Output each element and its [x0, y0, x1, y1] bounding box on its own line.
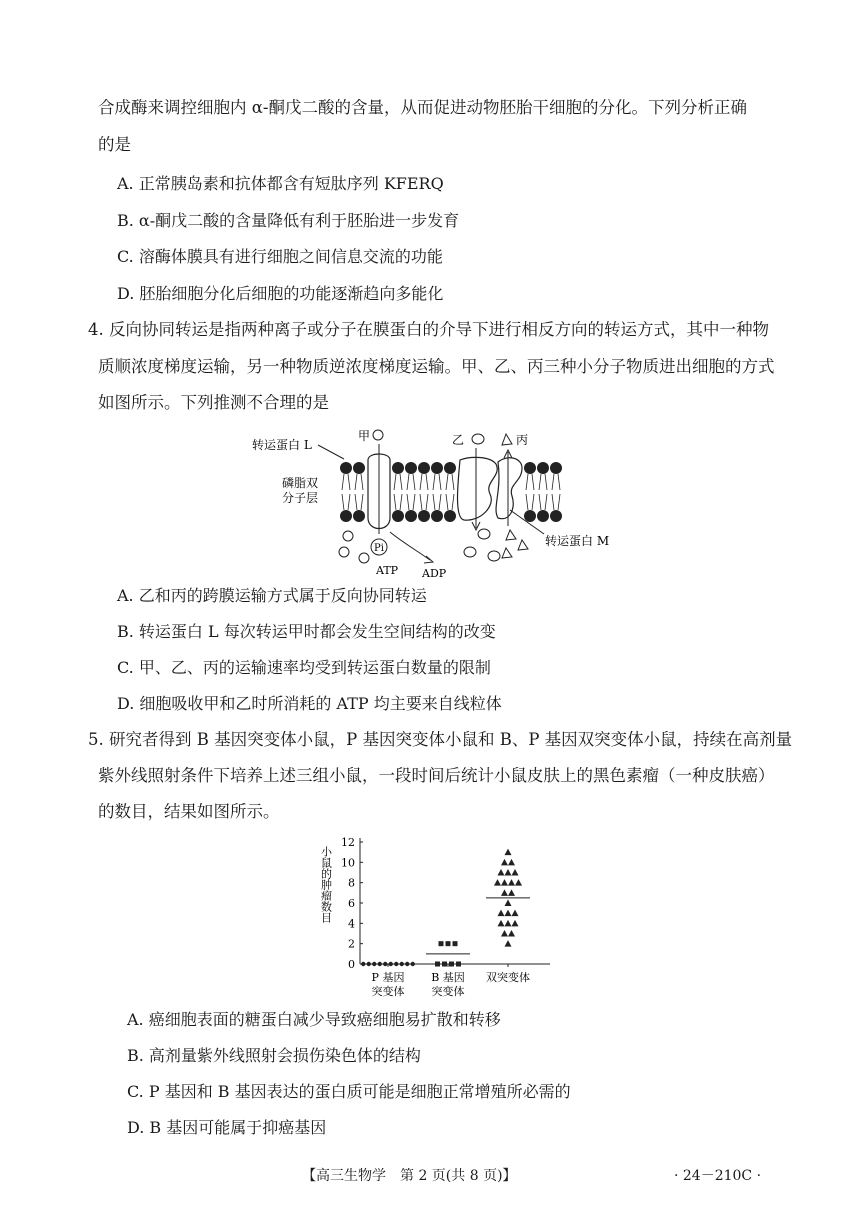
q3-option-b[interactable]: B. α-酮戊二酸的含量降低有利于胚胎进一步发育: [117, 211, 460, 230]
arrows: [379, 444, 512, 563]
data-point-triangle: [505, 849, 512, 856]
data-point-triangle: [505, 900, 512, 907]
y-tick-label: 4: [348, 917, 355, 931]
data-point-triangle: [505, 940, 512, 947]
data-point-triangle: [498, 920, 505, 927]
small-molecules: [339, 529, 528, 563]
data-point-triangle: [515, 879, 522, 886]
data-point-triangle: [501, 889, 508, 896]
data-point-triangle: [508, 859, 515, 866]
q5-stem-line-2: 紫外线照射条件下培养上述三组小鼠，一段时间后统计小鼠皮肤上的黑色素瘤（一种皮肤癌）: [98, 766, 775, 785]
data-point-square: [446, 941, 451, 946]
chart-y-axis-label: 小鼠的肿瘤数目: [319, 846, 333, 923]
data-point-square: [456, 962, 461, 967]
x-category-label: 突变体: [431, 985, 465, 998]
q5-stem-line-3: 的数目，结果如图所示。: [98, 802, 280, 821]
label-yi: 乙: [452, 433, 465, 447]
transport-protein-m: [496, 458, 522, 519]
data-point-square: [453, 941, 458, 946]
label-atp: ATP: [376, 564, 399, 577]
label-jia: 甲: [358, 429, 371, 443]
q4-option-a[interactable]: A. 乙和丙的跨膜运输方式属于反向协同转运: [117, 586, 427, 605]
data-point-triangle: [494, 879, 501, 886]
footer-exam-code: · 24－210C ·: [674, 1168, 762, 1184]
q4-stem-line-2: 质顺浓度梯度运输，另一种物质逆浓度梯度运输。甲、乙、丙三种小分子物质进出细胞的方式: [98, 357, 775, 376]
q4-option-d[interactable]: D. 细胞吸收甲和乙时所消耗的 ATP 均主要来自线粒体: [117, 694, 502, 713]
label-bilayer-1: 磷脂双: [282, 476, 319, 490]
data-point-circle: [361, 962, 365, 966]
data-point-triangle: [512, 910, 519, 917]
data-point-triangle: [498, 910, 505, 917]
q5-option-c[interactable]: C. P 基因和 B 基因表达的蛋白质可能是细胞正常增殖所必需的: [127, 1082, 571, 1101]
y-tick-label: 0: [348, 958, 355, 971]
y-tick-label: 8: [348, 876, 355, 890]
label-bing: 丙: [516, 433, 529, 447]
q4-option-c[interactable]: C. 甲、乙、丙的运输速率均受到转运蛋白数量的限制: [117, 658, 491, 677]
x-category-label: P 基因: [371, 971, 405, 984]
data-point-square: [439, 941, 444, 946]
q5-option-a[interactable]: A. 癌细胞表面的糖蛋白减少导致癌细胞易扩散和转移: [127, 1010, 501, 1029]
y-tick-label: 2: [348, 937, 355, 951]
data-point-triangle: [512, 920, 519, 927]
y-tick-label: 6: [348, 897, 355, 910]
label-adp: ADP: [422, 567, 447, 580]
data-point-triangle: [505, 869, 512, 876]
membrane-transport-figure: [240, 422, 610, 582]
q5-stem-line-1: 5. 研究者得到 B 基因突变体小鼠，P 基因突变体小鼠和 B、P 基因双突变体小鼠，持续在高剂量: [88, 730, 793, 749]
q3-option-d[interactable]: D. 胚胎细胞分化后细胞的功能逐渐趋向多能化: [117, 284, 444, 303]
q4-stem-line-1: 4. 反向协同转运是指两种离子或分子在膜蛋白的介导下进行相反方向的转运方式，其中一种物: [88, 320, 769, 339]
y-tick-label: 10: [341, 856, 355, 870]
y-tick-label: 12: [341, 836, 355, 849]
q3-option-a[interactable]: A. 正常胰岛素和抗体都含有短肽序列 KFERQ: [117, 174, 444, 193]
q5-option-d[interactable]: D. B 基因可能属于抑癌基因: [127, 1118, 327, 1137]
label-bilayer-2: 分子层: [282, 491, 319, 505]
x-category-label: B 基因: [431, 971, 465, 984]
q3-stem-line-2: 的是: [98, 135, 131, 154]
data-point-triangle: [508, 879, 515, 886]
data-point-square: [442, 962, 447, 967]
tumor-count-chart: [318, 834, 558, 1002]
q3-option-c[interactable]: C. 溶酶体膜具有进行细胞之间信息交流的功能: [117, 247, 443, 266]
x-category-label: 突变体: [371, 985, 405, 998]
data-point-triangle: [501, 879, 508, 886]
label-transport-protein-m: 转运蛋白 M: [545, 534, 610, 548]
data-point-triangle: [501, 930, 508, 937]
data-point-triangle: [508, 930, 515, 937]
q4-option-b[interactable]: B. 转运蛋白 L 每次转运甲时都会发生空间结构的改变: [117, 622, 496, 641]
label-pi: Pi: [374, 543, 384, 554]
data-point-triangle: [498, 869, 505, 876]
q3-stem-line-1: 合成酶来调控细胞内 α-酮戊二酸的含量，从而促进动物胚胎干细胞的分化。下列分析正确: [98, 98, 747, 117]
data-point-triangle: [512, 869, 519, 876]
data-point-triangle: [508, 889, 515, 896]
channel-protein-yi: [458, 457, 498, 520]
data-point-triangle: [501, 859, 508, 866]
data-point-square: [449, 962, 454, 967]
data-point-triangle: [505, 910, 512, 917]
data-point-triangle: [505, 920, 512, 927]
q4-stem-line-3: 如图所示。下列推测不合理的是: [98, 393, 329, 412]
data-point-square: [435, 962, 440, 967]
footer-page-info: 【高三生物学 第 2 页(共 8 页)】: [302, 1168, 517, 1184]
label-transport-protein-l: 转运蛋白 L: [252, 438, 312, 452]
phospholipid-bilayer: [340, 462, 562, 522]
x-category-label: 双突变体: [486, 971, 530, 984]
data-point-circle: [411, 962, 415, 966]
q5-option-b[interactable]: B. 高剂量紫外线照射会损伤染色体的结构: [127, 1046, 421, 1065]
